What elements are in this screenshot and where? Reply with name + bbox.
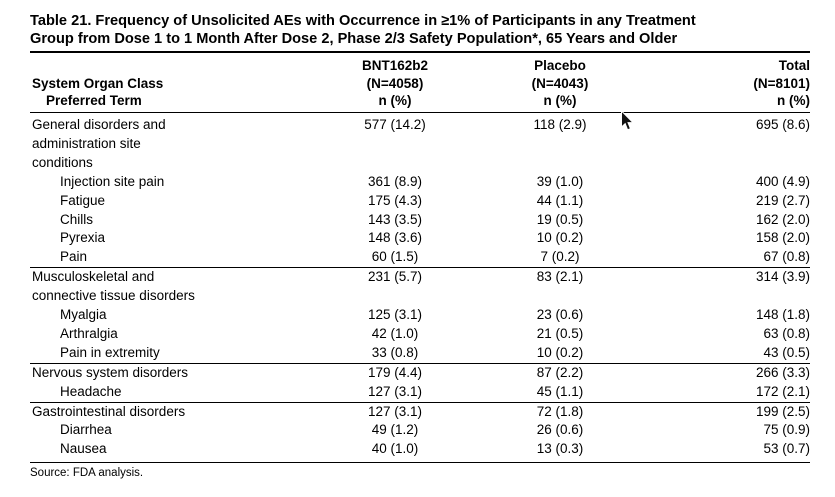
mouse-pointer-icon [620,110,635,132]
cell-bnt162b2: 60 (1.5) [371,249,419,265]
col-header-n: (N=4043) [531,75,589,91]
cell-bnt162b2: 148 (3.6) [367,230,423,246]
col-header-total [650,57,810,110]
row-label [30,325,320,344]
row-label-text: Chills [60,211,94,227]
cell-total: 162 (2.0) [755,211,810,227]
cell-total: 148 (1.8) [755,307,810,323]
cell-total: 43 (0.5) [763,344,810,360]
row-label-text: Injection site pain [60,173,165,189]
col-header-n: (N=4058) [366,75,424,91]
table-row-system-organ-class [30,116,810,173]
table-row-preferred-term [30,211,810,230]
cell-total: 400 (4.9) [755,173,810,189]
row-label-text: Arthralgia [60,325,118,341]
cell-total: 158 (2.0) [755,230,810,246]
col-header-name: Placebo [534,58,586,74]
row-label-text: Gastrointestinal disorders [32,403,186,419]
cell-total: 314 (3.9) [755,269,810,285]
cell-bnt162b2: 231 (5.7) [367,269,423,285]
cell-total: 63 (0.8) [763,325,810,341]
cell-bnt162b2: 577 (14.2) [364,116,426,132]
cell-total: 75 (0.9) [763,422,810,438]
cell-placebo: 44 (1.1) [536,192,584,208]
row-label-text: Myalgia [60,307,107,323]
row-label [30,173,320,192]
row-label [30,116,320,173]
table-title-line1: Table 21. Frequency of Unsolicited AEs with Occurrence in ≥1% of Participants in any Treatment [30,13,696,29]
cell-placebo: 19 (0.5) [536,211,584,227]
table-title-line2: Group from Dose 1 to 1 Month After Dose 2, Phase 2/3 Safety Population*, 65 Years and Older [30,30,678,47]
cell-placebo: 72 (1.8) [536,403,584,419]
cell-bnt162b2: 42 (1.0) [371,325,419,341]
table-row-system-organ-class [30,402,810,422]
col-header-sub: n (%) [543,93,577,109]
cell-placebo: 118 (2.9) [533,116,587,132]
col-header-placebo [470,57,650,110]
table-header [30,53,810,113]
cell-bnt162b2: 49 (1.2) [371,422,419,438]
table-row-system-organ-class [30,363,810,383]
cell-placebo: 39 (1.0) [536,173,584,189]
row-label-text: Nervous system disorders [32,364,189,380]
cell-bnt162b2: 361 (8.9) [367,173,423,189]
cell-placebo: 13 (0.3) [536,441,584,457]
table-row-preferred-term [30,440,810,459]
cell-total: 172 (2.1) [755,383,810,399]
row-label-text: Pain [60,249,88,265]
cell-placebo: 10 (0.2) [536,230,584,246]
cell-placebo: 45 (1.1) [536,383,584,399]
row-label-text: Nausea [60,441,107,457]
table-row-preferred-term [30,229,810,248]
row-label-text: Musculoskeletal and connective tissue disorders [32,269,195,304]
table-row-preferred-term [30,383,810,402]
cell-placebo: 26 (0.6) [536,422,584,438]
table-title [30,13,810,53]
row-label-text: General disorders and administration site conditions [32,116,166,170]
row-label-text: Diarrhea [60,422,112,438]
table-row-preferred-term [30,248,810,267]
row-label-text: Headache [60,383,122,399]
col-header-sub: n (%) [777,93,810,109]
cell-placebo: 83 (2.1) [536,269,584,285]
table-body [30,113,810,463]
cell-bnt162b2: 127 (3.1) [367,403,423,419]
row-label [30,383,320,402]
cell-total: 67 (0.8) [763,249,810,265]
row-label [30,403,320,422]
pt-header-text: Preferred Term [46,93,142,109]
cell-total: 266 (3.3) [755,364,810,380]
col-header-name: BNT162b2 [361,58,429,74]
table-row-system-organ-class [30,267,810,306]
cell-total: 695 (8.6) [755,116,810,132]
source-note: Source: FDA analysis. [30,467,144,480]
soc-header-text: System Organ Class [32,75,164,91]
table-row-preferred-term [30,421,810,440]
row-label [30,364,320,383]
cell-placebo: 87 (2.2) [536,364,584,380]
row-label [30,229,320,248]
col-header-soc-pt [30,57,320,110]
table-row-preferred-term [30,344,810,363]
row-label [30,440,320,459]
cell-bnt162b2: 33 (0.8) [371,344,419,360]
cell-bnt162b2: 175 (4.3) [367,192,423,208]
cell-bnt162b2: 143 (3.5) [367,211,423,227]
row-label-text: Fatigue [60,192,106,208]
table-row-preferred-term [30,192,810,211]
row-label [30,268,320,306]
cell-placebo: 10 (0.2) [536,344,584,360]
row-label [30,192,320,211]
cell-total: 219 (2.7) [755,192,810,208]
col-header-name: Total [778,58,810,74]
table-row-preferred-term [30,306,810,325]
row-label-text: Pyrexia [60,230,106,246]
cell-bnt162b2: 179 (4.4) [367,364,423,380]
table-row-preferred-term [30,325,810,344]
cell-bnt162b2: 125 (3.1) [367,307,423,323]
row-label [30,248,320,267]
cell-placebo: 23 (0.6) [536,307,584,323]
row-label [30,421,320,440]
row-label [30,344,320,363]
table-row-preferred-term [30,173,810,192]
col-header-n: (N=8101) [753,75,810,91]
cell-bnt162b2: 127 (3.1) [367,383,423,399]
cell-bnt162b2: 40 (1.0) [371,441,419,457]
row-label-text: Pain in extremity [60,344,160,360]
row-label [30,306,320,325]
cell-placebo: 7 (0.2) [540,249,580,265]
cell-placebo: 21 (0.5) [536,325,584,341]
cell-total: 199 (2.5) [755,403,810,419]
row-label [30,211,320,230]
cell-total: 53 (0.7) [763,441,810,457]
col-header-sub: n (%) [378,93,412,109]
col-header-bnt162b2 [320,57,470,110]
